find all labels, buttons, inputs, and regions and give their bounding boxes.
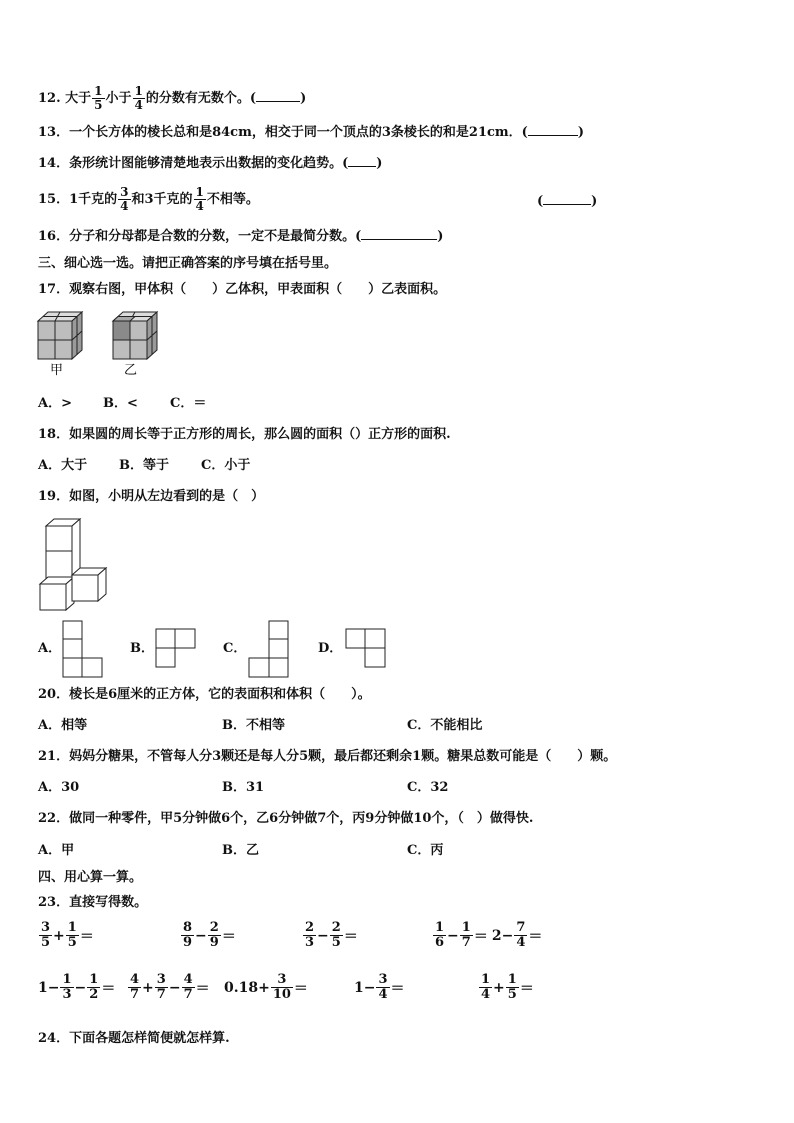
question-20: 20．棱长是6厘米的正方体，它的表面积和体积（ ）。 — [38, 687, 371, 702]
question-19: 19．如图，小明从左边看到的是（ ） — [38, 489, 265, 504]
e8-den: 4 — [378, 987, 388, 1002]
q19-option-c-view — [248, 620, 290, 678]
e1-equals: ＝ — [79, 928, 94, 945]
q19-option-c[interactable]: C． — [223, 641, 247, 656]
calc-expr-2 — [180, 921, 236, 950]
e5-text: 1− — [38, 979, 60, 996]
e7-den: 10 — [272, 987, 291, 1002]
e3-frac-1 — [303, 921, 316, 950]
e8-equals: ＝ — [390, 980, 405, 997]
calc-expr-7 — [224, 973, 308, 1002]
e7-num: 3 — [277, 972, 287, 987]
q12-text-3: 的分数有无数个。( — [145, 91, 257, 106]
e9-frac-1 — [479, 973, 492, 1002]
e6-f1-den: 7 — [130, 987, 140, 1002]
e6-f3-den: 7 — [183, 987, 193, 1002]
q12-f2-den: 4 — [134, 98, 143, 112]
e4-frac-2 — [460, 921, 473, 950]
q16-text: 16．分子和分母都是合数的分数，一定不是最简分数。( — [38, 229, 362, 244]
q16-answer-blank[interactable] — [361, 228, 437, 240]
e8-text: 1− — [354, 979, 376, 996]
calc-expr-8 — [354, 973, 405, 1002]
q20-option-b[interactable]: B．不相等 — [222, 718, 285, 733]
e4-frac-1 — [433, 921, 446, 950]
q15-answer-blank[interactable] — [543, 193, 591, 205]
q15-text-3: 不相等。 — [206, 192, 259, 207]
q17-option-c[interactable]: C．＝ — [170, 396, 207, 411]
e1-f1-num: 3 — [41, 920, 51, 935]
q17-option-a[interactable]: A．> — [38, 396, 72, 411]
q14-text: 14．条形统计图能够清楚地表示出数据的变化趋势。( — [38, 156, 349, 171]
e6-f1-num: 4 — [130, 972, 140, 987]
q17-label-jia: 甲 — [50, 363, 64, 378]
q22-option-c[interactable]: C．丙 — [407, 843, 444, 858]
calc-expr-9 — [478, 973, 534, 1002]
cube-figure-yi — [113, 312, 157, 359]
question-13 — [38, 124, 584, 142]
e2-operator: − — [195, 927, 207, 944]
q15-f1-den: 4 — [120, 199, 129, 213]
q15-text-1: 1千克的 — [69, 192, 118, 207]
calc-expr-1 — [38, 921, 94, 950]
cube-figure-jia — [38, 312, 82, 359]
e7-frac — [271, 973, 293, 1002]
e1-f2-num: 1 — [67, 920, 77, 935]
e5-operator: − — [74, 979, 87, 996]
e7-equals: ＝ — [293, 980, 308, 997]
e7-text: 0.18+ — [224, 979, 270, 996]
question-18: 18．如果圆的周长等于正方形的周长，那么圆的面积（）正方形的面积. — [38, 427, 451, 442]
e3-f2-den: 5 — [331, 935, 341, 950]
q21-option-b[interactable]: B．31 — [222, 780, 265, 795]
e4b-text: 2− — [491, 927, 514, 944]
question-16 — [38, 228, 443, 246]
q22-option-b[interactable]: B．乙 — [222, 843, 259, 858]
q19-option-a[interactable]: A． — [38, 641, 62, 656]
q13-close-paren: ) — [577, 125, 584, 140]
q12-text-1: 大于 — [65, 91, 92, 106]
e2-equals: ＝ — [221, 928, 236, 945]
e3-f1-num: 2 — [305, 920, 315, 935]
e5-f2-den: 2 — [89, 987, 99, 1002]
e3-operator: − — [317, 927, 329, 944]
e5-frac-1 — [60, 973, 73, 1002]
e9-operator: + — [493, 979, 505, 996]
e4-operator: − — [447, 927, 459, 944]
e4b-den: 4 — [516, 935, 526, 950]
e2-f1-num: 8 — [183, 920, 193, 935]
q12-close-paren: ) — [300, 91, 307, 106]
q12-number: 12. — [38, 91, 61, 106]
calc-expr-4 — [432, 921, 542, 950]
question-22: 22．做同一种零件，甲5分钟做6个，乙6分钟做7个，丙9分钟做10个，（ ）做得快. — [38, 811, 534, 826]
e9-equals: ＝ — [519, 980, 534, 997]
e9-f1-num: 1 — [481, 972, 491, 987]
e1-f1-den: 5 — [41, 935, 51, 950]
e5-f1-num: 1 — [62, 972, 72, 987]
e5-f2-num: 1 — [89, 972, 99, 987]
q19-option-b[interactable]: B． — [130, 641, 154, 656]
question-17: 17．观察右图，甲体积（ ）乙体积，甲表面积（ ）乙表面积。 — [38, 282, 447, 297]
e4-equals: ＝ — [473, 928, 488, 945]
q20-option-a[interactable]: A．相等 — [38, 718, 88, 733]
e2-frac-1 — [181, 921, 194, 950]
e9-f2-den: 5 — [507, 987, 517, 1002]
e3-equals: ＝ — [343, 928, 358, 945]
e9-f1-den: 4 — [481, 987, 491, 1002]
q15-answer-parens — [537, 193, 597, 211]
q13-answer-blank[interactable] — [528, 124, 578, 136]
q13-text: 13．一个长方体的棱长总和是84cm，相交于同一个顶点的3条棱长的和是21cm．( — [38, 125, 528, 140]
q14-answer-blank[interactable] — [348, 155, 376, 167]
q21-option-c[interactable]: C．32 — [407, 780, 449, 795]
e4b-equals: ＝ — [528, 928, 543, 945]
e4-f2-num: 1 — [461, 920, 471, 935]
q15-open-paren: ( — [537, 194, 544, 209]
e8-num: 3 — [378, 972, 388, 987]
q21-option-a[interactable]: A．30 — [38, 780, 80, 795]
e3-f2-num: 2 — [331, 920, 341, 935]
e6-frac-2 — [155, 973, 168, 1002]
e3-f1-den: 3 — [305, 935, 315, 950]
e5-frac-2 — [87, 973, 100, 1002]
e6-operator-2: − — [168, 979, 181, 996]
question-12 — [38, 85, 306, 112]
e2-f2-num: 2 — [209, 920, 219, 935]
q18-option-c[interactable]: C．小于 — [201, 458, 251, 473]
e1-f2-den: 5 — [67, 935, 77, 950]
q19-block-figure — [38, 518, 110, 612]
q14-close-paren: ) — [376, 156, 383, 171]
q15-fraction-2 — [194, 186, 206, 213]
e4b-frac — [514, 921, 527, 950]
e6-operator-1: + — [142, 979, 154, 996]
q12-f1-num: 1 — [94, 84, 103, 98]
q12-text-2: 小于 — [105, 91, 132, 106]
e2-f1-den: 9 — [183, 935, 193, 950]
e6-frac-3 — [182, 973, 195, 1002]
q19-option-d[interactable]: D． — [318, 641, 343, 656]
q19-option-a-view — [62, 620, 104, 678]
q18-option-b[interactable]: B．等于 — [119, 458, 169, 473]
q19-option-d-view — [345, 628, 387, 668]
e2-f2-den: 9 — [209, 935, 219, 950]
q22-option-a[interactable]: A．甲 — [38, 843, 75, 858]
q17-cube-figures — [36, 310, 166, 390]
question-14 — [38, 155, 382, 173]
e9-f2-num: 1 — [507, 972, 517, 987]
q15-text-2: 和3千克的 — [131, 192, 193, 207]
q15-f2-den: 4 — [195, 199, 204, 213]
e6-frac-1 — [128, 973, 141, 1002]
calc-expr-6 — [127, 973, 210, 1002]
q12-f2-num: 1 — [134, 84, 143, 98]
q15-number: 15． — [38, 192, 70, 207]
question-24: 24．下面各题怎样简便就怎样算. — [38, 1031, 230, 1046]
q16-close-paren: ) — [437, 229, 444, 244]
e2-frac-2 — [208, 921, 221, 950]
q12-fraction-1 — [92, 85, 104, 112]
q15-fraction-1 — [118, 186, 130, 213]
section-4-heading: 四、用心算一算。 — [38, 870, 143, 885]
q19-option-b-view — [155, 628, 197, 668]
q15-f1-num: 3 — [120, 185, 129, 199]
q18-option-a[interactable]: A．大于 — [38, 458, 88, 473]
e1-operator: + — [53, 927, 65, 944]
q12-answer-blank[interactable] — [256, 90, 300, 102]
calc-expr-3 — [302, 921, 358, 950]
q12-f1-den: 5 — [94, 98, 103, 112]
e4b-num: 7 — [516, 920, 526, 935]
q17-option-b[interactable]: B．< — [103, 396, 138, 411]
e5-equals: ＝ — [101, 980, 116, 997]
q12-fraction-2 — [133, 85, 145, 112]
e4-f2-den: 7 — [461, 935, 471, 950]
question-15 — [38, 186, 259, 213]
e9-frac-2 — [506, 973, 519, 1002]
e3-frac-2 — [330, 921, 343, 950]
e6-f2-num: 3 — [156, 972, 166, 987]
question-21: 21．妈妈分糖果，不管每人分3颗还是每人分5颗，最后都还剩余1颗。糖果总数可能是（ ）颗。 — [38, 749, 617, 764]
e6-f2-den: 7 — [156, 987, 166, 1002]
e5-f1-den: 3 — [62, 987, 72, 1002]
e1-frac-1 — [39, 921, 52, 950]
section-3-heading: 三、细心选一选。请把正确答案的序号填在括号里。 — [38, 256, 338, 271]
e4-f1-num: 1 — [435, 920, 445, 935]
q17-label-yi: 乙 — [124, 363, 138, 378]
e8-frac — [376, 973, 389, 1002]
question-23: 23．直接写得数。 — [38, 895, 148, 910]
e6-equals: ＝ — [195, 980, 210, 997]
q15-f2-num: 1 — [195, 185, 204, 199]
e4-f1-den: 6 — [435, 935, 445, 950]
calc-expr-5 — [38, 973, 115, 1002]
e1-frac-2 — [66, 921, 79, 950]
q20-option-c[interactable]: C．不能相比 — [407, 718, 483, 733]
e6-f3-num: 4 — [183, 972, 193, 987]
q15-close-paren: ) — [591, 194, 598, 209]
